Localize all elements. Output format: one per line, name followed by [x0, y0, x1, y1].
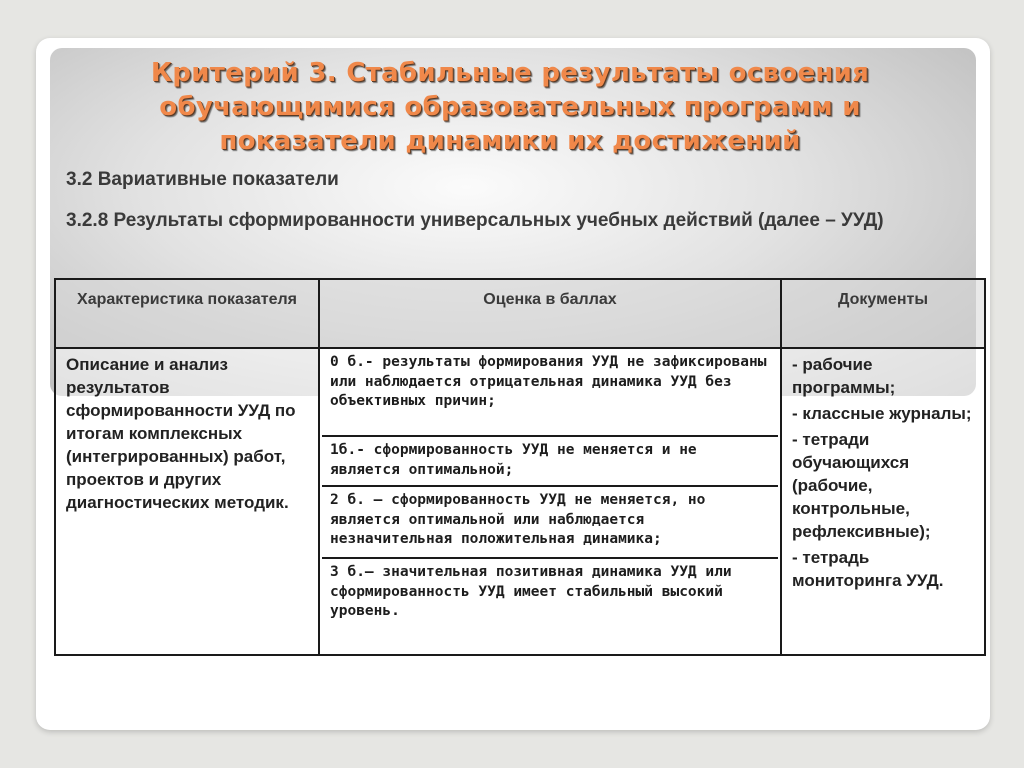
score-0: 0 б.- результаты формирования УУД не зафиксированы или наблюдается отрицательная динамика УУД без объективных причин; — [322, 349, 778, 437]
document-item: - классные журналы; — [792, 404, 972, 423]
table-header-row — [55, 279, 985, 348]
slide-title: Критерий 3. Стабильные результаты освоения обучающимися образовательных программ и показатели динамики их достижений — [150, 58, 870, 156]
criteria-table — [54, 278, 986, 656]
header-score: Оценка в баллах — [319, 279, 781, 348]
subsection-heading: 3.2.8 Результаты сформированности универсальных учебных действий (далее – УУД) — [66, 210, 884, 231]
score-1: 1б.- сформированность УУД не меняется и не является оптимальной; — [322, 437, 778, 487]
document-item: - тетради обучающихся (рабочие, контрольные, рефлексивные); — [792, 430, 931, 541]
table-row — [55, 348, 985, 655]
document-item: - рабочие программы; — [792, 355, 896, 397]
score-2: 2 б. – сформированность УУД не меняется, но является оптимальной или наблюдается незначительная положительная динамика; — [322, 487, 778, 559]
header-documents: Документы — [781, 279, 985, 348]
scores-cell — [319, 348, 781, 655]
characteristic-cell: Описание и анализ результатов сформированности УУД по итогам комплексных (интегрированных) работ, проектов и других диагностических методик. — [55, 348, 319, 655]
score-3: 3 б.– значительная позитивная динамика УУД или сформированность УУД имеет стабильный высокий уровень. — [330, 564, 732, 619]
header-characteristic: Характеристика показателя — [55, 279, 319, 348]
section-heading: 3.2 Вариативные показатели — [66, 169, 339, 190]
document-item: - тетрадь мониторинга УУД. — [792, 548, 944, 590]
documents-cell — [781, 348, 985, 655]
